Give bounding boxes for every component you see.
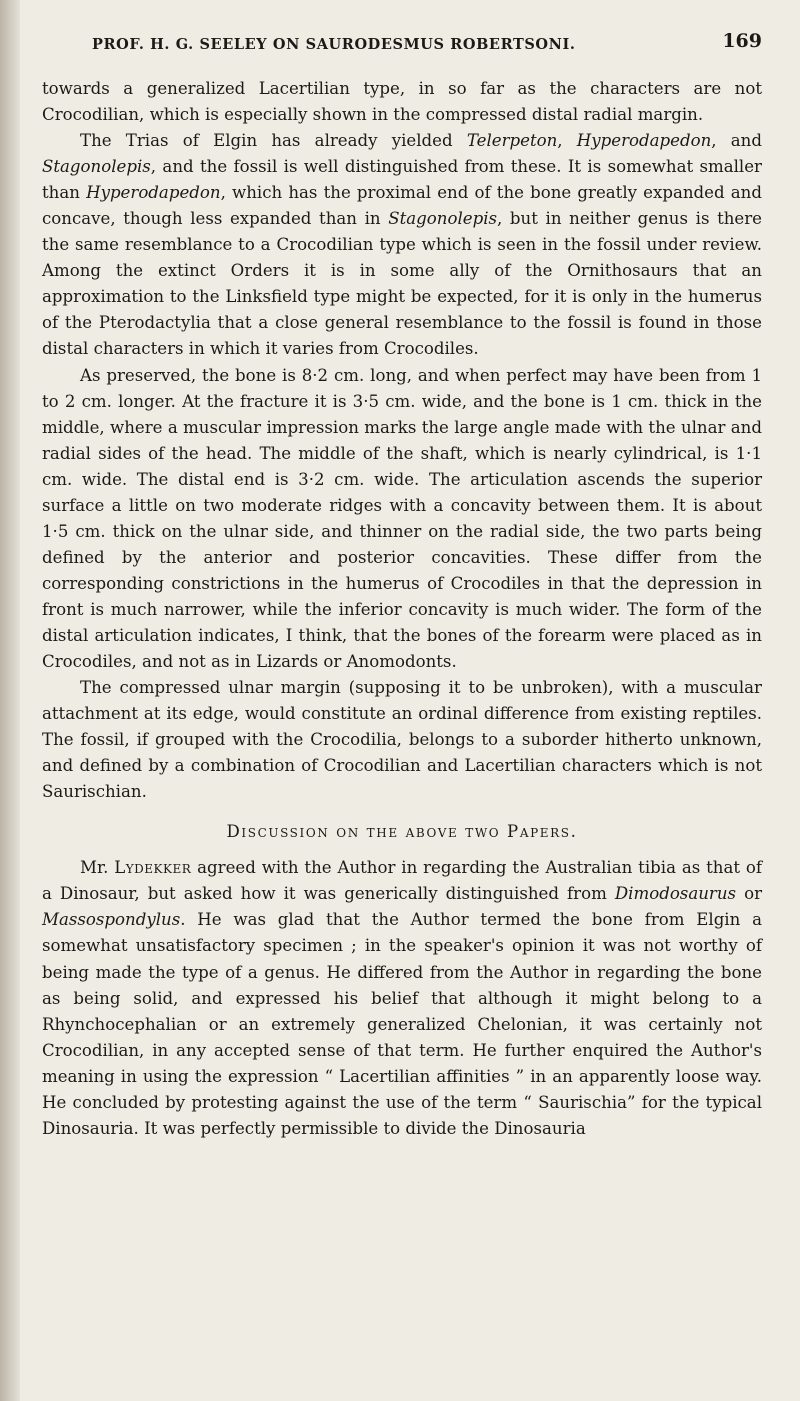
- italic-term: Hyperodapedon: [576, 131, 712, 151]
- page-header: [42, 30, 762, 58]
- text-run: , and the fossil is well distinguished from these. It is somewhat smaller than: [42, 157, 762, 203]
- paragraph-3: [42, 363, 762, 676]
- text-run: Mr.: [80, 858, 115, 878]
- text-run: , which has the proximal end of the bone greatly expanded and concave, though less expanded than in: [42, 183, 762, 229]
- paragraph-1: [42, 76, 762, 128]
- text-run: The Trias of Elgin has already yielded: [80, 131, 467, 151]
- italic-term: Stagonolepis: [388, 209, 498, 229]
- text-run: The compressed ulnar margin (supposing it to be unbroken), with a muscular attachment at its edge, would constitute an ordinal difference from existing reptiles. The fossil, if grouped with the Crocodilia, belongs to a suborder hitherto unknown, and defined by a combination of Crocodilian and Lacertilian characters which is not Saurischian.: [42, 678, 762, 802]
- italic-term: Massospondylus: [42, 910, 181, 930]
- section-heading: Discussion on the above two Papers.: [226, 822, 578, 842]
- italic-term: Telerpeton: [466, 131, 558, 151]
- text-run: towards a generalized Lacertilian type, in so far as the characters are not Crocodilian, which is especially shown in the compressed distal radial margin.: [42, 79, 762, 125]
- discussion-paragraph: [42, 855, 762, 1142]
- paragraph-2: [42, 128, 762, 362]
- italic-term: Stagonolepis: [42, 157, 151, 177]
- text-run: As preserved, the bone is 8·2 cm. long, and when perfect may have been from 1 to 2 cm. longer. At the fracture it is 3·5 cm. wide, and the bone is 1 cm. thick in the middle, where a muscular impression marks the large angle made with the ulnar and radial sides of the head. The middle of the shaft, which is nearly cylindrical, is 1·1 cm. wide. The distal end is 3·2 cm. wide. The articulation ascends the superior surface a little on two moderate ridges with a concavity between them. It is about 1·5 cm. thick on the ulnar side, and thinner on the radial side, the two parts being defined by the anterior and posterior concavities. These differ from the corresponding constrictions in the humerus of Crocodiles in that the depression in front is much narrower, while the inferior concavity is much wider. The form of the distal articulation indicates, I think, that the bones of the forearm were placed as in Crocodiles, and not as in Lizards or Anomodonts.: [42, 365, 762, 672]
- speaker-name: Lydekker: [114, 858, 192, 878]
- text-run: . He was glad that the Author termed the bone from Elgin a somewhat unsatisfactory specimen ; in the speaker's opinion it was not worthy of being made the type of a genus. He differed from the Author in regarding the bone as being solid, and expressed his belief that although it might belong to a Rhynchocephalian or an extremely generalized Chelonian, it was certainly not Crocodilian, in any accepted sense of that term. He further enquired the Author's meaning in using the expression “ Lacertilian affinities ” in an apparently loose way. He concluded by protesting against the use of the term “ Saurischia” for the typical Dinosauria. It was perfectly permissible to divide the Dinosauria: [42, 910, 762, 1138]
- page-gutter-shadow: [0, 0, 20, 1401]
- text-run: or: [736, 884, 762, 904]
- page-number: 169: [722, 30, 762, 52]
- paragraph-4: [42, 675, 762, 805]
- journal-page: [42, 30, 762, 1142]
- text-run: agreed with the Author in regarding the Australian tibia as that of a Dinosaur, but asked how it was generically distinguished from: [42, 858, 762, 904]
- text-run: ,: [557, 131, 577, 151]
- italic-term: Hyperodapedon: [86, 183, 221, 203]
- text-run: , and: [711, 131, 762, 151]
- body-text: [42, 76, 762, 1142]
- running-head: PROF. H. G. SEELEY ON SAURODESMUS ROBERTSONI.: [92, 36, 576, 53]
- italic-term: Dimodosaurus: [614, 884, 737, 904]
- text-run: , but in neither genus is there the same resemblance to a Crocodilian type which is seen in the fossil under review. Among the extinct Orders it is in some ally of the Ornithosaurs that an approximation to the Linksfield type might be expected, for it is only in the humerus of the Pterodactylia that a close general resemblance to the fossil is found in those distal characters in which it varies from Crocodiles.: [42, 209, 763, 359]
